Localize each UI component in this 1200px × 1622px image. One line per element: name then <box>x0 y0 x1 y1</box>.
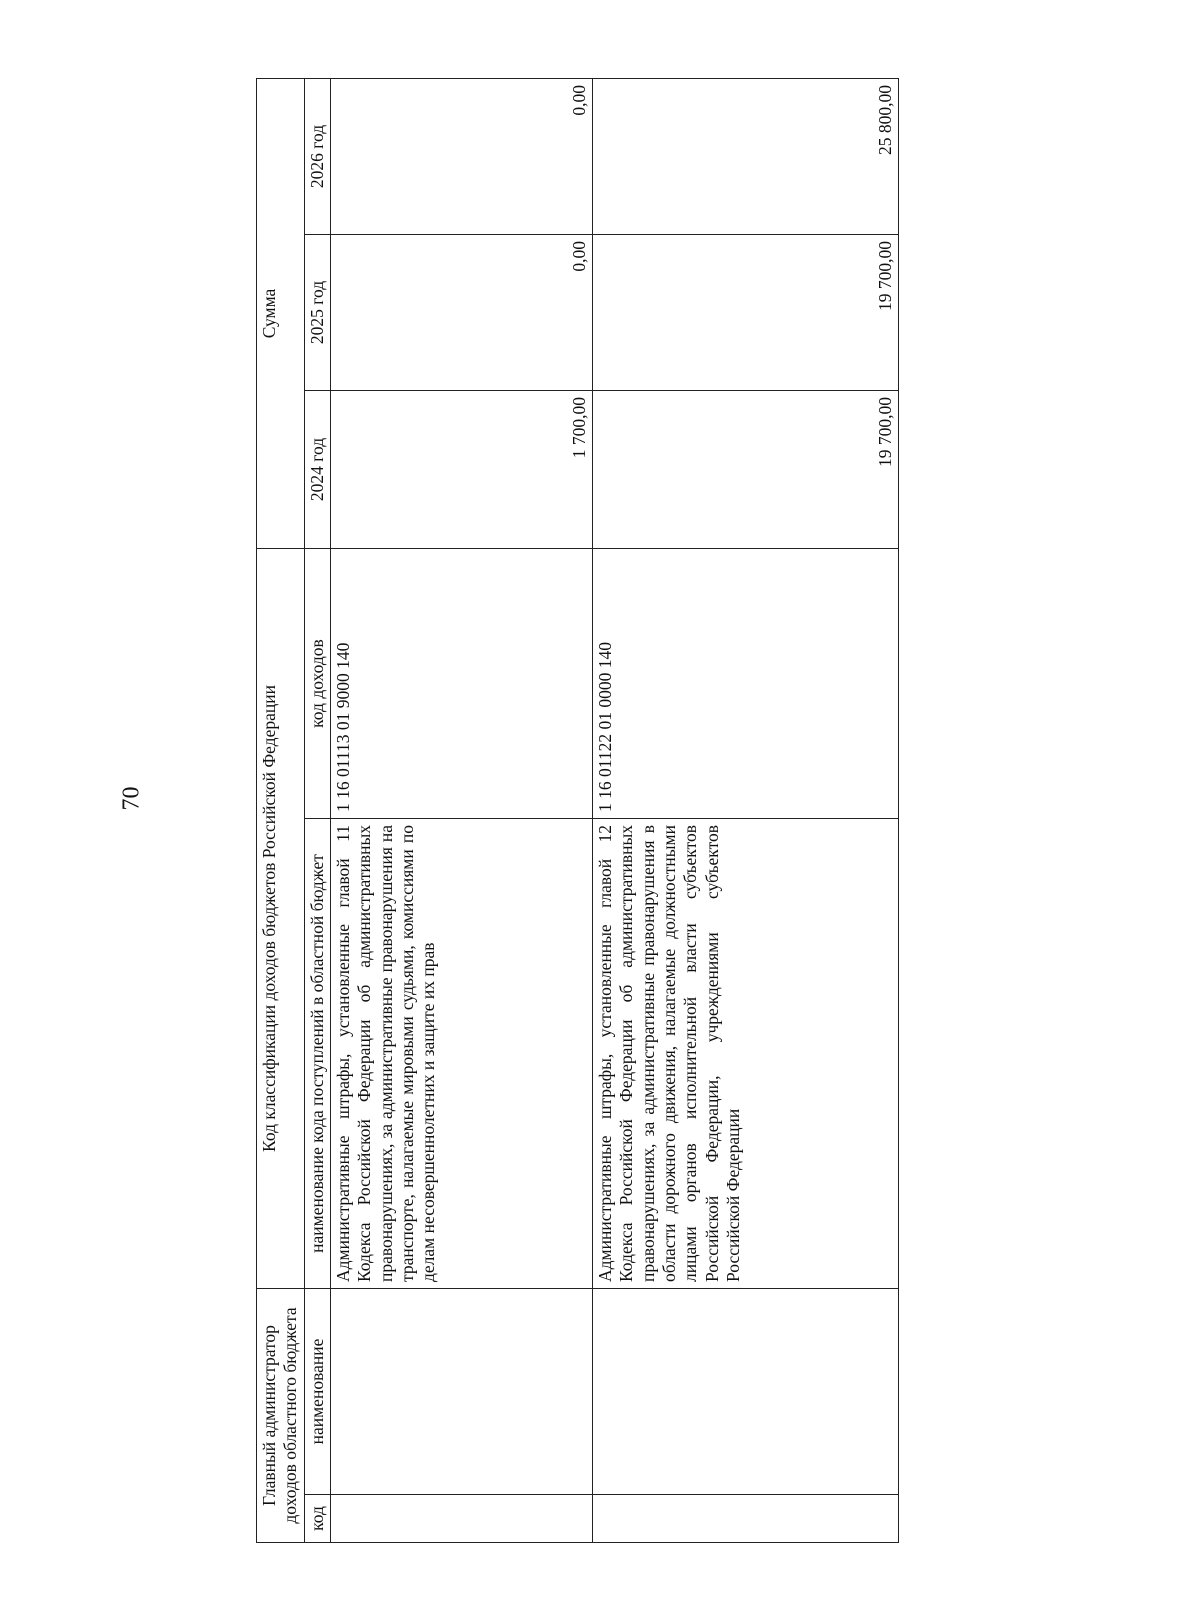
row-amount-2024: 19 700,00 <box>593 391 899 549</box>
row-amount-2025: 19 700,00 <box>593 235 899 391</box>
row-income-name: Административные штрафы, установленные главой 11 Кодекса Российской Федерации об административных правонарушениях, за административные правонарушения на транспорте, налагаемые мировыми судьями, комиссиями по делам несовершеннолетних и защите их прав <box>331 819 593 1289</box>
header-name: наименование <box>304 1289 330 1495</box>
header-2025: 2025 год <box>304 235 330 391</box>
row-income-name: Административные штрафы, установленные главой 12 Кодекса Российской Федерации об административных правонарушениях, за административные правонарушения в области дорожного движения, налагаемые должностными лицами органов исполнительной власти субъектов Российской Федерации, учреждениями субъектов Российской Федерации <box>593 819 899 1289</box>
row-name <box>593 1289 899 1495</box>
rotated-table-container <box>256 79 944 1543</box>
row-name <box>331 1289 593 1495</box>
row-code <box>593 1495 899 1543</box>
page-number: 70 <box>118 786 145 811</box>
budget-table <box>256 78 899 1543</box>
header-2024: 2024 год <box>304 391 330 549</box>
header-admin-group: Главный администратор доходов областного бюджета <box>257 1289 305 1543</box>
header-income-name: наименование кода поступлений в областной бюджет <box>304 819 330 1289</box>
table-row <box>593 78 899 1542</box>
row-income-code: 1 16 01122 01 0000 140 <box>593 549 899 819</box>
row-amount-2026: 0,00 <box>331 78 593 234</box>
row-income-code: 1 16 01113 01 9000 140 <box>331 549 593 819</box>
header-income-code: код доходов <box>304 549 330 819</box>
row-code <box>331 1495 593 1543</box>
table-row <box>331 78 593 1542</box>
row-amount-2026: 25 800,00 <box>593 78 899 234</box>
header-code: код <box>304 1495 330 1543</box>
header-code-class-group: Код классификации доходов бюджетов Российской Федерации <box>257 549 305 1289</box>
header-2026: 2026 год <box>304 78 330 234</box>
row-amount-2025: 0,00 <box>331 235 593 391</box>
header-sum-group: Сумма <box>257 78 305 548</box>
row-amount-2024: 1 700,00 <box>331 391 593 549</box>
